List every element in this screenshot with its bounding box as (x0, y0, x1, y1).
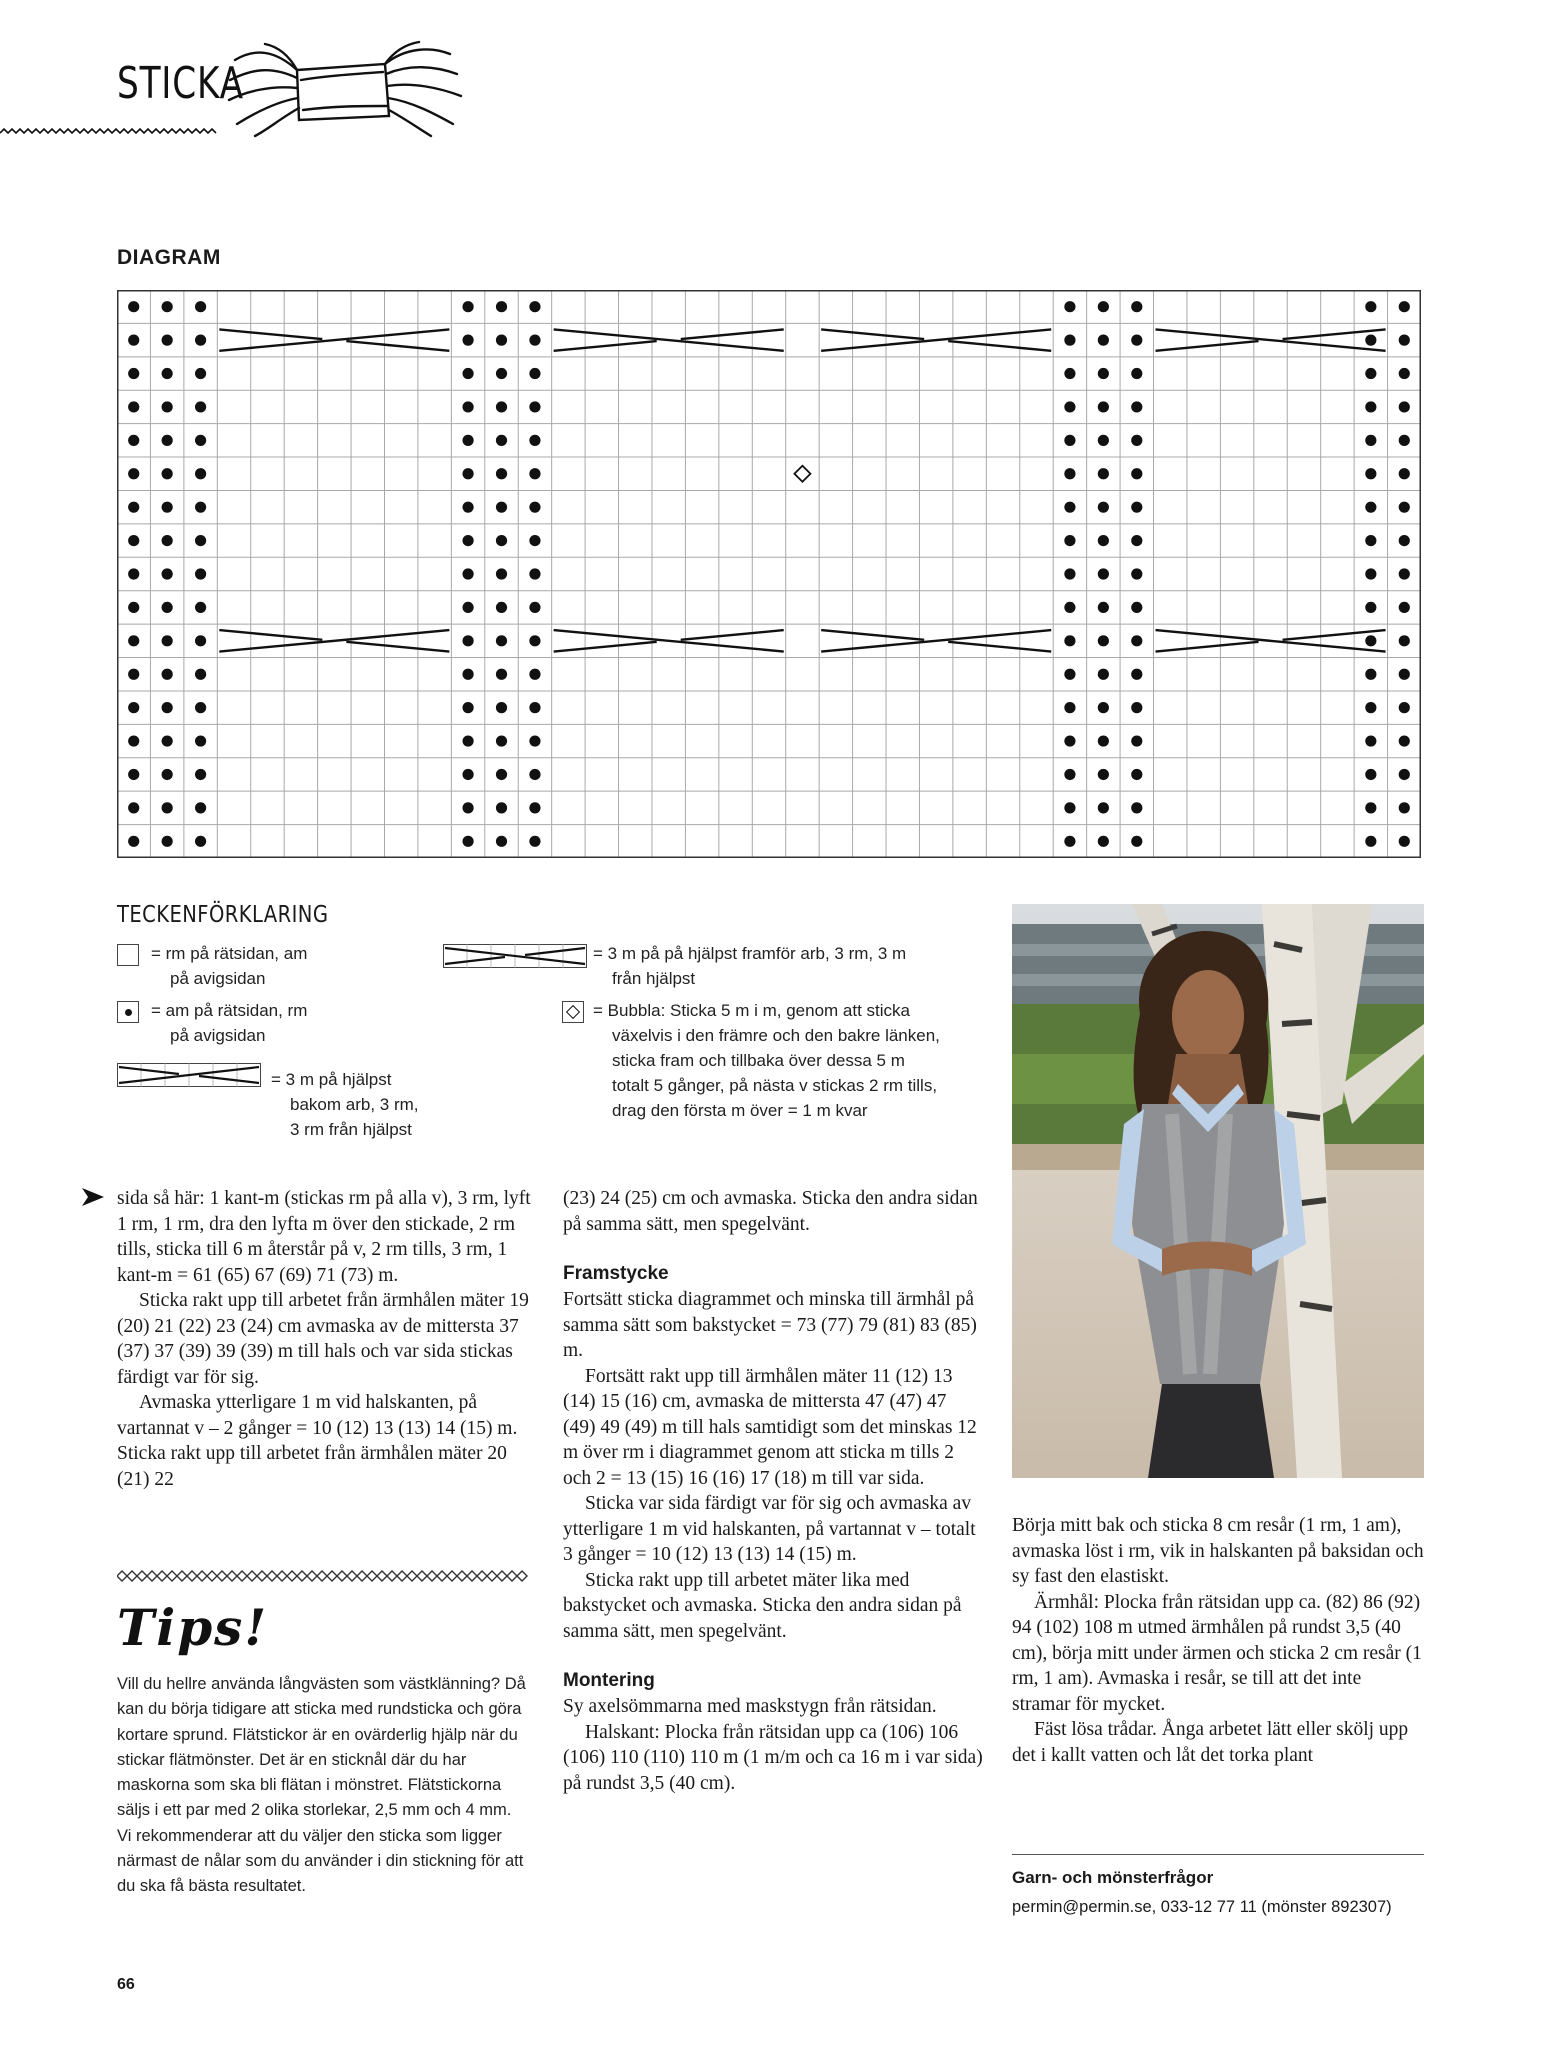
purl-dot (1064, 769, 1075, 780)
purl-dot (529, 368, 540, 379)
purl-dot (462, 735, 473, 746)
purl-dot (1098, 702, 1109, 713)
body-paragraph: Sticka rakt upp till arbetet från ärmhålen mäter 19 (20) 21 (22) 23 (24) cm avmaska av de mittersta 37 (37) 37 (39) 39 (39) m till hals och var sida stickas färdigt var för sig. (117, 1290, 529, 1388)
purl-dot (1365, 635, 1376, 646)
purl-dot (496, 435, 507, 446)
purl-dot (128, 602, 139, 613)
purl-dot (1365, 468, 1376, 479)
purl-dot (1365, 335, 1376, 346)
purl-dot (529, 301, 540, 312)
purl-dot (1064, 635, 1075, 646)
purl-dot (1131, 368, 1142, 379)
purl-dot (529, 502, 540, 513)
purl-dot (195, 602, 206, 613)
purl-dot (1399, 669, 1410, 680)
purl-dot (529, 769, 540, 780)
purl-dot (162, 301, 173, 312)
purl-dot (195, 802, 206, 813)
purl-dot (195, 301, 206, 312)
legend-line: växelvis i den främre och den bakre länken, (612, 1026, 940, 1045)
purl-dot (462, 468, 473, 479)
purl-dot (529, 602, 540, 613)
purl-dot (1131, 535, 1142, 546)
purl-dot (462, 769, 473, 780)
purl-dot (529, 468, 540, 479)
body-paragraph: Sticka rakt upp till arbetet mäter lika med bakstycket och avmaska. Sticka den andra sidan på samma sätt, men spegelvänt. (563, 1569, 962, 1642)
legend-line: sticka fram och tillbaka över dessa 5 m (612, 1051, 905, 1070)
purl-dot (128, 535, 139, 546)
purl-dot (1399, 735, 1410, 746)
purl-dot (1131, 401, 1142, 412)
purl-dot (462, 702, 473, 713)
purl-dot (128, 468, 139, 479)
purl-dot (162, 836, 173, 847)
purl-dot (1064, 301, 1075, 312)
purl-dot (1365, 602, 1376, 613)
tips-heading: Tips! (117, 1598, 269, 1657)
purl-dot (162, 368, 173, 379)
purl-dot (1365, 735, 1376, 746)
purl-dot (462, 602, 473, 613)
purl-dot (1131, 735, 1142, 746)
body-paragraph: Börja mitt bak och sticka 8 cm resår (1 rm, 1 am), avmaska löst i rm, vik in halskanten på baksidan och sy fast den elastiskt. (1012, 1515, 1424, 1587)
legend-title: TECKENFÖRKLARING (117, 902, 329, 928)
purl-dot (1098, 502, 1109, 513)
legend-line: 3 rm från hjälpst (290, 1120, 412, 1139)
purl-dot (496, 602, 507, 613)
bubble-diamond-icon (562, 1001, 584, 1023)
purl-dot (462, 301, 473, 312)
legend-line: = rm på rätsidan, am (151, 944, 308, 963)
purl-dot (462, 502, 473, 513)
purl-dot (162, 568, 173, 579)
purl-dot (462, 368, 473, 379)
legend-line: på avigsidan (170, 1026, 266, 1045)
purl-dot (529, 735, 540, 746)
purl-dot (195, 735, 206, 746)
purl-dot (128, 769, 139, 780)
purl-dot (1098, 635, 1109, 646)
purl-dot (1098, 335, 1109, 346)
purl-dot (1064, 802, 1075, 813)
purl-dot (162, 702, 173, 713)
purl-dot (1098, 301, 1109, 312)
cable-front-icon (443, 944, 587, 968)
tips-text: Vill du hellre använda långvästen som västklänning? Då kan du börja tidigare att sticka med rundsticka och göra kortare sprund. Flätstickor är en ovärderlig hjälp när du stickar flätmönster. Det är en sticknål där du har maskorna som ska bli flätan i mönstret. Flätstickorna säljs i ett par med 2 olika storlekar, 2,5 mm och 4 mm. Vi rekommenderar att du väljer den sticka som ligger närmast de nålar som du använder i din stickning för att du ska få bästa resultatet. (117, 1675, 526, 1896)
contact-heading: Garn- och mönsterfrågor (1012, 1868, 1214, 1887)
purl-dot (128, 836, 139, 847)
purl-dot (162, 535, 173, 546)
purl-dot (462, 435, 473, 446)
contact-divider (1012, 1854, 1424, 1855)
purl-dot (1098, 836, 1109, 847)
purl-dot (462, 568, 473, 579)
purl-dot (1098, 669, 1109, 680)
purl-dot (1399, 769, 1410, 780)
purl-dot (462, 669, 473, 680)
purl-dot (1399, 535, 1410, 546)
purl-dot (1064, 401, 1075, 412)
purl-dot (1131, 802, 1142, 813)
purl-dot (195, 535, 206, 546)
purl-dot (1064, 368, 1075, 379)
purl-dot (1098, 368, 1109, 379)
purl-dot (496, 769, 507, 780)
purl-dot (1098, 735, 1109, 746)
purl-dot (1064, 468, 1075, 479)
legend-line: bakom arb, 3 rm, (290, 1095, 419, 1114)
purl-dot (462, 802, 473, 813)
purl-dot (496, 568, 507, 579)
purl-dot (1399, 468, 1410, 479)
header-zigzag-rule (0, 126, 240, 136)
section-label: STICKA (117, 58, 244, 109)
purl-dot (1131, 702, 1142, 713)
purl-dot (195, 335, 206, 346)
empty-square-icon (117, 944, 139, 966)
legend-line: från hjälpst (612, 969, 696, 988)
purl-dot (1131, 568, 1142, 579)
body-column-3 (1012, 1513, 1424, 1768)
body-paragraph: Fortsätt sticka diagrammet och minska till ärmhål på samma sätt som bakstycket = 73 (77) 79 (81) 83 (85) m. (563, 1289, 977, 1361)
purl-dot (496, 669, 507, 680)
purl-dot (462, 401, 473, 412)
framstycke-heading: Framstycke (563, 1263, 669, 1284)
legend-line: drag den första m över = 1 m kvar (612, 1101, 868, 1120)
purl-dot (1399, 635, 1410, 646)
cable-back-icon (117, 1063, 261, 1087)
purl-dot (1064, 502, 1075, 513)
purl-dot (462, 635, 473, 646)
continue-arrow-icon (82, 1188, 104, 1206)
purl-dot (1064, 435, 1075, 446)
purl-dot (128, 502, 139, 513)
purl-dot (128, 301, 139, 312)
purl-dot (162, 602, 173, 613)
purl-dot (529, 669, 540, 680)
body-paragraph: (23) 24 (25) cm och avmaska. Sticka den andra sidan på samma sätt, men spegelvänt. (563, 1188, 978, 1235)
purl-dot (1131, 435, 1142, 446)
purl-dot (1365, 502, 1376, 513)
body-paragraph: sida så här: 1 kant-m (stickas rm på alla v), 3 rm, lyft 1 rm, 1 rm, dra den lyfta m över den stickade, 2 rm tills, sticka till 6 m återstår på v, 2 rm tills, 3 rm, 1 kant-m = 61 (65) 67 (69) 71 (73) m. (117, 1188, 531, 1286)
purl-dot (496, 836, 507, 847)
purl-dot (1064, 568, 1075, 579)
legend-line: = 3 m på hjälpst (271, 1070, 392, 1089)
legend-line: = Bubbla: Sticka 5 m i m, genom att sticka (593, 1001, 910, 1020)
purl-dot (195, 635, 206, 646)
purl-dot (1365, 702, 1376, 713)
purl-dot (1365, 802, 1376, 813)
purl-dot (496, 502, 507, 513)
model-photo (1012, 904, 1424, 1478)
purl-dot (1131, 769, 1142, 780)
purl-dot (1365, 568, 1376, 579)
body-paragraph: Avmaska ytterligare 1 m vid halskanten, på vartannat v – 2 gånger = 10 (12) 13 (13) 14 (15) m. Sticka rakt upp till arbetet från ärmhålen mäter 20 (21) 22 (117, 1392, 518, 1490)
purl-dot (1064, 335, 1075, 346)
contact-text: permin@permin.se, 033-12 77 11 (mönster 892307) (1012, 1898, 1392, 1916)
purl-dot (496, 401, 507, 412)
purl-dot (1098, 435, 1109, 446)
purl-dot (195, 669, 206, 680)
purl-dot (162, 735, 173, 746)
purl-dot (1365, 435, 1376, 446)
purl-dot (1064, 702, 1075, 713)
purl-dot (195, 401, 206, 412)
body-paragraph: Sy axelsömmarna med maskstygn från rätsidan. (563, 1696, 937, 1717)
diamond-divider (117, 1570, 532, 1582)
purl-dot (496, 735, 507, 746)
purl-dot (195, 502, 206, 513)
purl-dot (162, 502, 173, 513)
purl-dot (195, 368, 206, 379)
purl-dot (1399, 702, 1410, 713)
dot-square-icon (117, 1001, 139, 1023)
purl-dot (1399, 368, 1410, 379)
purl-dot (1365, 401, 1376, 412)
body-paragraph: Sticka var sida färdigt var för sig och avmaska av ytterligare 1 m vid halskanten, på vartannat v – totalt 3 gånger = 10 (12) 13 (13) 14 (15) m. (563, 1493, 976, 1565)
purl-dot (462, 535, 473, 546)
purl-dot (1399, 802, 1410, 813)
purl-dot (1399, 401, 1410, 412)
purl-dot (1131, 301, 1142, 312)
legend-line: = am på rätsidan, rm (151, 1001, 308, 1020)
legend-line: på avigsidan (170, 969, 266, 988)
purl-dot (496, 635, 507, 646)
purl-dot (162, 769, 173, 780)
purl-dot (496, 468, 507, 479)
purl-dot (529, 635, 540, 646)
body-paragraph: Ärmhål: Plocka från rätsidan upp ca. (82) 86 (92) 94 (102) 108 m utmed ärmhålen på rundst 3,5 (40 cm), börja mitt under ärmen och sticka 2 cm resår (1 rm, 1 am). Avmaska i resår, se till att det inte stramar för mycket. (1012, 1591, 1422, 1715)
purl-dot (162, 802, 173, 813)
purl-dot (162, 635, 173, 646)
purl-dot (1064, 602, 1075, 613)
purl-dot (128, 669, 139, 680)
purl-dot (496, 702, 507, 713)
legend-line: = 3 m på på hjälpst framför arb, 3 rm, 3 m (593, 944, 907, 963)
purl-dot (1399, 568, 1410, 579)
purl-dot (529, 535, 540, 546)
purl-dot (195, 435, 206, 446)
purl-dot (1399, 335, 1410, 346)
purl-dot (1064, 535, 1075, 546)
purl-dot (1399, 602, 1410, 613)
purl-dot (128, 368, 139, 379)
yarn-skein-icon (225, 40, 465, 140)
purl-dot (128, 735, 139, 746)
purl-dot (128, 568, 139, 579)
purl-dot (529, 435, 540, 446)
purl-dot (1131, 502, 1142, 513)
purl-dot (1365, 669, 1376, 680)
purl-dot (128, 702, 139, 713)
purl-dot (1098, 568, 1109, 579)
purl-dot (162, 468, 173, 479)
body-paragraph: Fäst lösa trådar. Ånga arbetet lätt eller skölj upp det i kallt vatten och låt det torka plant (1012, 1719, 1409, 1766)
purl-dot (195, 568, 206, 579)
montering-heading: Montering (563, 1670, 655, 1691)
purl-dot (1098, 769, 1109, 780)
purl-dot (1365, 769, 1376, 780)
purl-dot (162, 401, 173, 412)
purl-dot (1399, 301, 1410, 312)
purl-dot (1131, 669, 1142, 680)
purl-dot (1098, 602, 1109, 613)
purl-dot (1365, 836, 1376, 847)
purl-dot (496, 802, 507, 813)
purl-dot (195, 702, 206, 713)
purl-dot (1131, 602, 1142, 613)
purl-dot (1399, 836, 1410, 847)
purl-dot (1098, 401, 1109, 412)
purl-dot (1064, 735, 1075, 746)
purl-dot (195, 769, 206, 780)
purl-dot (1098, 535, 1109, 546)
purl-dot (462, 335, 473, 346)
purl-dot (529, 335, 540, 346)
page-number: 66 (117, 1976, 135, 1993)
purl-dot (1365, 301, 1376, 312)
purl-dot (128, 435, 139, 446)
body-column-2 (563, 1186, 983, 1796)
purl-dot (529, 802, 540, 813)
purl-dot (162, 435, 173, 446)
body-paragraph: Halskant: Plocka från rätsidan upp ca (106) 106 (106) 110 (110) 110 m (1 m/m och ca 16 m i var sida) på rundst 3,5 (40 cm). (563, 1721, 983, 1794)
diagram-title: DIAGRAM (117, 246, 221, 269)
purl-dot (128, 401, 139, 412)
purl-dot (529, 401, 540, 412)
purl-dot (195, 468, 206, 479)
purl-dot (162, 335, 173, 346)
body-paragraph: Fortsätt rakt upp till ärmhålen mäter 11 (12) 13 (14) 15 (16) cm, avmaska de mittersta 47 (47) 47 (49) 49 (49) m till hals samtidigt som det minskas 12 m över rm i diagrammet genom att sticka m tills 2 och 2 = 13 (15) 16 (16) 17 (18) m till var sida. (563, 1365, 977, 1489)
purl-dot (496, 535, 507, 546)
purl-dot (496, 368, 507, 379)
purl-dot (1131, 635, 1142, 646)
purl-dot (162, 669, 173, 680)
purl-dot (529, 568, 540, 579)
purl-dot (1365, 535, 1376, 546)
purl-dot (496, 301, 507, 312)
purl-dot (1399, 502, 1410, 513)
legend-line: totalt 5 gånger, på nästa v stickas 2 rm tills, (612, 1076, 938, 1095)
chart-background (117, 290, 1421, 858)
purl-dot (529, 702, 540, 713)
purl-dot (1131, 468, 1142, 479)
purl-dot (1399, 435, 1410, 446)
purl-dot (1131, 335, 1142, 346)
purl-dot (128, 635, 139, 646)
purl-dot (1098, 468, 1109, 479)
purl-dot (496, 335, 507, 346)
body-column-1 (117, 1186, 532, 1492)
purl-dot (1098, 802, 1109, 813)
purl-dot (529, 836, 540, 847)
knitting-chart (117, 290, 1421, 858)
purl-dot (128, 802, 139, 813)
purl-dot (1064, 836, 1075, 847)
purl-dot (1365, 368, 1376, 379)
purl-dot (1064, 669, 1075, 680)
purl-dot (195, 836, 206, 847)
purl-dot (462, 836, 473, 847)
purl-dot (1131, 836, 1142, 847)
purl-dot (128, 335, 139, 346)
